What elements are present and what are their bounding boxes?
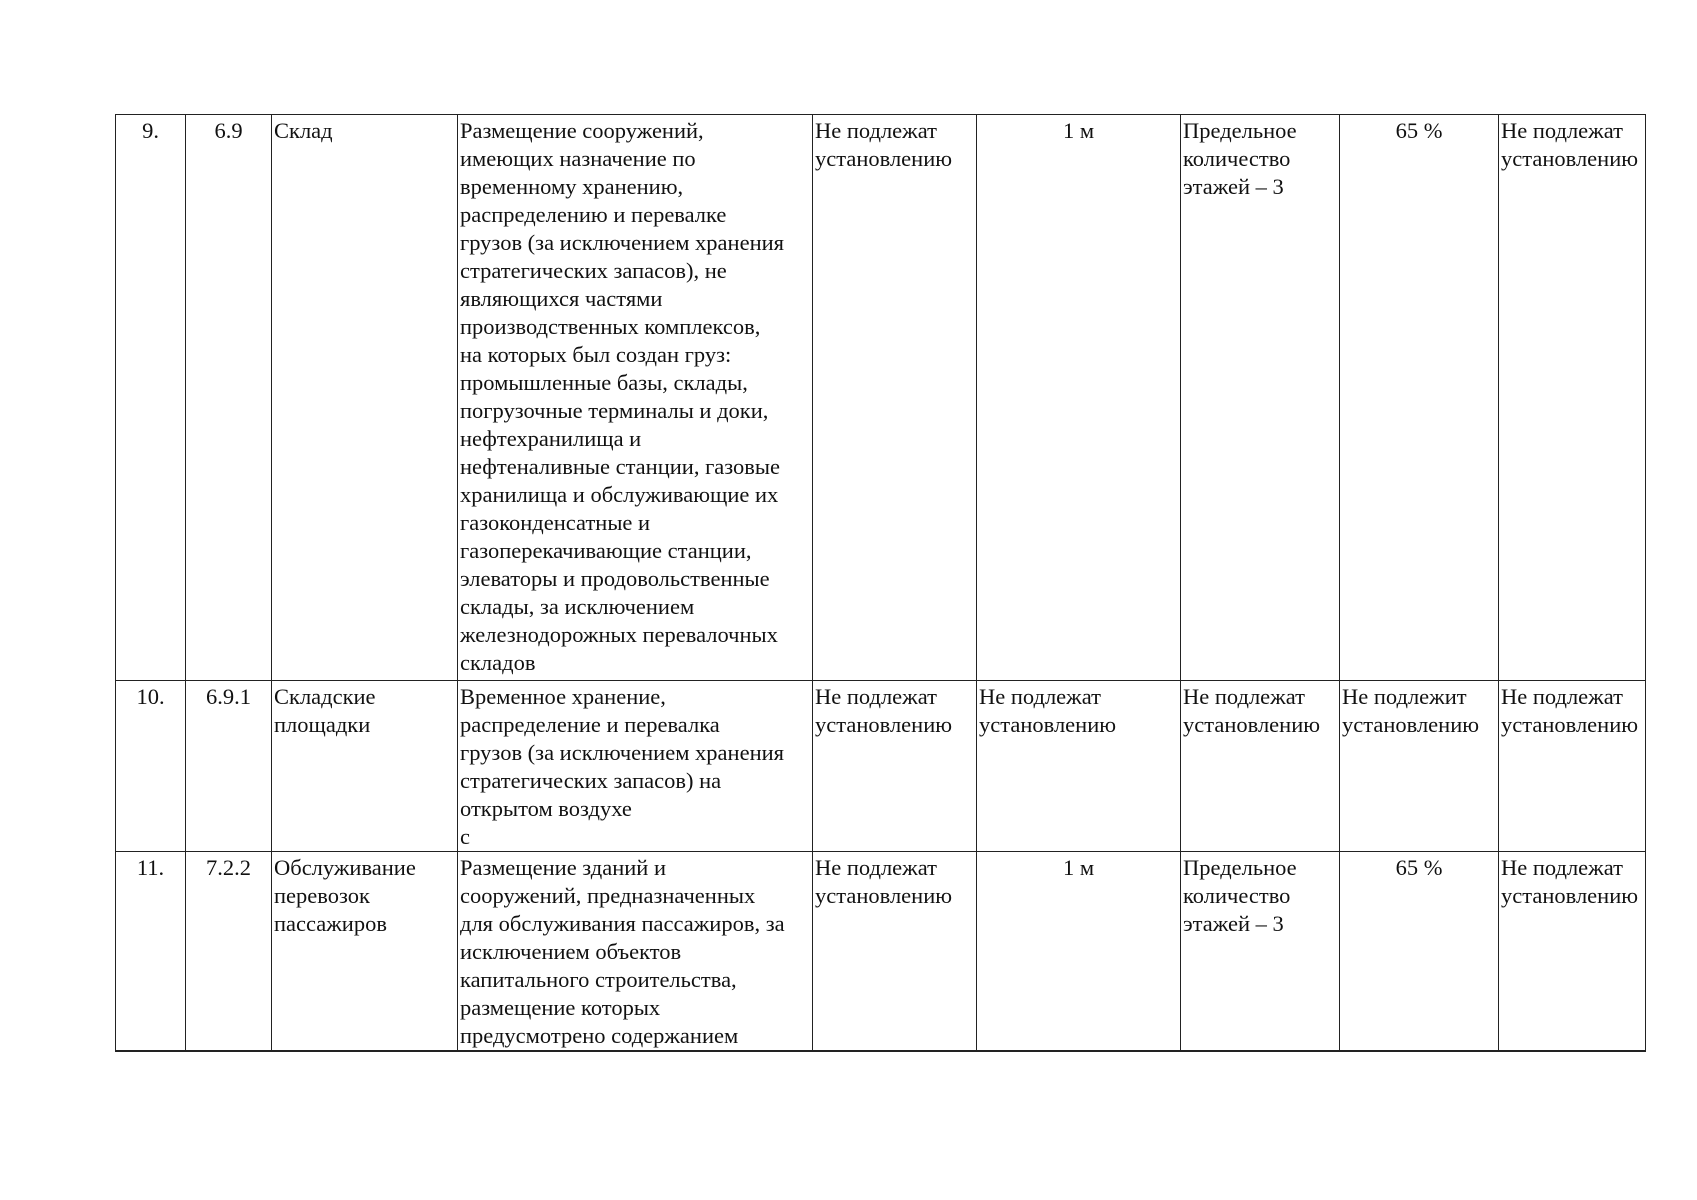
description-line: Размещение сооружений,: [460, 118, 704, 143]
description-line: хранилища и обслуживающие их: [460, 482, 779, 507]
cell-line: установлению: [979, 712, 1117, 737]
code-cell: [186, 681, 272, 852]
description-line: на которых был создан груз:: [460, 342, 732, 367]
row-number-cell: [116, 115, 186, 681]
cell-line: 65 %: [1395, 855, 1443, 880]
cell-line: Не подлежат: [815, 684, 937, 709]
description-line: открытом воздухе: [460, 796, 632, 821]
max-floors-cell: [1181, 681, 1340, 852]
cell-line: установлению: [815, 712, 953, 737]
cell-line: установлению: [1183, 712, 1321, 737]
cell-line: установлению: [1501, 712, 1639, 737]
description-line: для обслуживания пассажиров, за: [460, 911, 785, 936]
description-line: грузов (за исключением хранения: [460, 740, 784, 765]
max-coverage-cell: [1340, 852, 1499, 1052]
max-coverage-cell: [1340, 681, 1499, 852]
row-number: 9.: [142, 118, 159, 143]
code-cell: [186, 115, 272, 681]
max-floors-cell: [1181, 852, 1340, 1052]
other-params-cell: [1499, 852, 1646, 1052]
max-floors-cell: [1181, 115, 1340, 681]
min-plot-size-cell: [813, 115, 977, 681]
cell-line: 1 м: [1062, 855, 1095, 880]
cell-line: установлению: [1501, 883, 1639, 908]
cell-line: установлению: [1342, 712, 1480, 737]
description-cell: [458, 681, 813, 852]
description-line: газоперекачивающие станции,: [460, 538, 752, 563]
use-name-line: Склад: [274, 118, 333, 143]
description-line: распределению и перевалке: [460, 202, 727, 227]
row-number: 10.: [136, 684, 165, 709]
cell-line: количество: [1183, 883, 1291, 908]
cell-line: Предельное: [1183, 855, 1297, 880]
use-name-line: пассажиров: [274, 911, 387, 936]
min-setback-cell: [977, 852, 1181, 1052]
description-cell: [458, 115, 813, 681]
use-code: 7.2.2: [206, 855, 251, 880]
description-line: нефтеналивные станции, газовые: [460, 454, 781, 479]
description-line: предусмотрено содержанием: [460, 1023, 739, 1048]
description-line: промышленные базы, склады,: [460, 370, 748, 395]
use-code: 6.9: [214, 118, 243, 143]
land-use-table: [115, 114, 1646, 1052]
min-plot-size-cell: [813, 852, 977, 1052]
description-line: временному хранению,: [460, 174, 684, 199]
cell-line: Не подлежат: [815, 855, 937, 880]
use-name-cell: [272, 115, 458, 681]
cell-line: 65 %: [1395, 118, 1443, 143]
use-name-cell: [272, 681, 458, 852]
use-name-cell: [272, 852, 458, 1052]
min-plot-size-cell: [813, 681, 977, 852]
cell-line: Не подлежат: [1501, 118, 1623, 143]
description-line: Временное хранение,: [460, 684, 666, 709]
description-line: производственных комплексов,: [460, 314, 761, 339]
cell-line: 1 м: [1062, 118, 1095, 143]
cell-line: этажей – 3: [1183, 174, 1284, 199]
row-number-cell: [116, 681, 186, 852]
row-number-cell: [116, 852, 186, 1052]
cell-line: установлению: [815, 146, 953, 171]
cell-line: установлению: [815, 883, 953, 908]
cell-line: Не подлежат: [815, 118, 937, 143]
description-line: нефтехранилища и: [460, 426, 642, 451]
min-setback-cell: [977, 115, 1181, 681]
cell-line: Не подлежат: [1501, 855, 1623, 880]
description-line: с: [460, 824, 470, 849]
cell-line: количество: [1183, 146, 1291, 171]
use-name-line: перевозок: [274, 883, 370, 908]
description-line: сооружений, предназначенных: [460, 883, 756, 908]
description-line: исключением объектов: [460, 939, 682, 964]
description-line: железнодорожных перевалочных: [460, 622, 778, 647]
other-params-cell: [1499, 115, 1646, 681]
table-row: [116, 115, 1646, 681]
cell-line: установлению: [1501, 146, 1639, 171]
cell-line: Не подлежат: [1501, 684, 1623, 709]
description-cell: [458, 852, 813, 1052]
min-setback-cell: [977, 681, 1181, 852]
table-row: [116, 681, 1646, 852]
description-line: погрузочные терминалы и доки,: [460, 398, 769, 423]
use-code: 6.9.1: [206, 684, 251, 709]
other-params-cell: [1499, 681, 1646, 852]
description-line: имеющих назначение по: [460, 146, 696, 171]
use-name-line: Складские: [274, 684, 376, 709]
cell-line: Не подлежат: [1183, 684, 1305, 709]
description-line: капитального строительства,: [460, 967, 737, 992]
description-line: стратегических запасов) на: [460, 768, 722, 793]
description-line: являющихся частями: [460, 286, 663, 311]
cell-line: Не подлежат: [979, 684, 1101, 709]
cell-line: Предельное: [1183, 118, 1297, 143]
code-cell: [186, 852, 272, 1052]
description-line: грузов (за исключением хранения: [460, 230, 784, 255]
cell-line: этажей – 3: [1183, 911, 1284, 936]
description-line: размещение которых: [460, 995, 661, 1020]
use-name-line: площадки: [274, 712, 371, 737]
row-number: 11.: [136, 855, 165, 880]
description-line: стратегических запасов), не: [460, 258, 727, 283]
description-line: газоконденсатные и: [460, 510, 651, 535]
table-row: [116, 852, 1646, 1052]
description-line: склады, за исключением: [460, 594, 695, 619]
max-coverage-cell: [1340, 115, 1499, 681]
description-line: элеваторы и продовольственные: [460, 566, 770, 591]
description-line: Размещение зданий и: [460, 855, 667, 880]
description-line: распределение и перевалка: [460, 712, 720, 737]
description-line: складов: [460, 650, 536, 675]
use-name-line: Обслуживание: [274, 855, 416, 880]
cell-line: Не подлежит: [1342, 684, 1467, 709]
